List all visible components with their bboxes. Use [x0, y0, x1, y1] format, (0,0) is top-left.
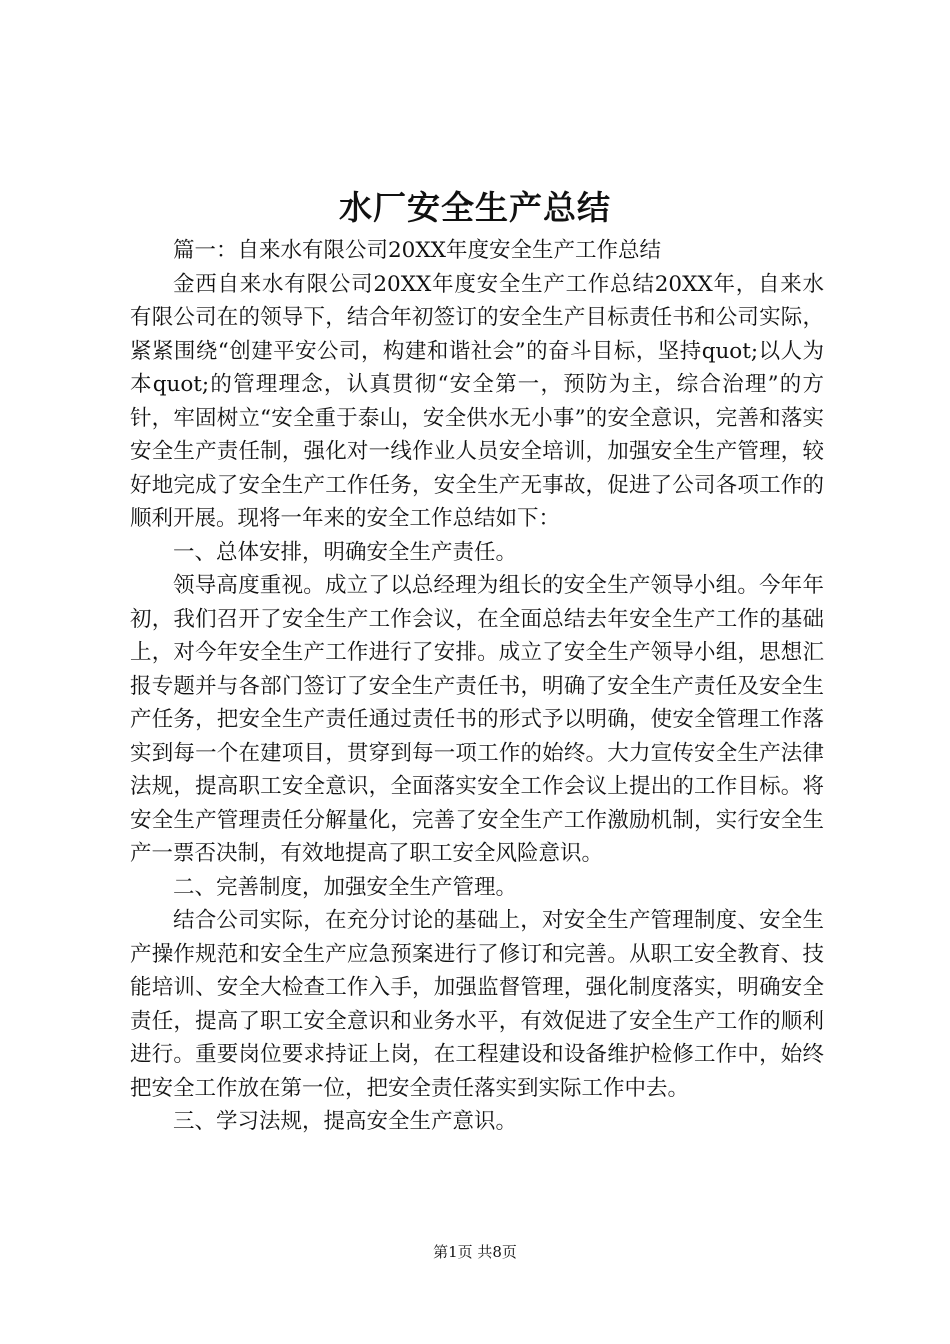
paragraph-subtitle: 篇一：自来水有限公司20XX年度安全生产工作总结 — [173, 238, 661, 263]
section-heading-1: 一、总体安排，明确安全生产责任。 — [173, 539, 518, 565]
section-heading-3: 三、学习法规，提高安全生产意识。 — [173, 1109, 518, 1134]
paragraph-section-2: 结合公司实际，在充分讨论的基础上，对安全生产管理制度、安全生产操作规范和安全生产应急预案进行了修订和完善。从职工安全教育、技能培训、安全大检查工作入手，加强监督管理，强化制度落实，明确安全责任，提高了职工安全意识和业务水平，有效促进了安全生产工作的顺利进行。重要岗位要求持证上岗，在工程建设和设备维护检修工作中，始终把安全工作放在第一位，把安全责任落实到实际工作中去。 — [130, 908, 824, 1101]
page-number-footer: 第1页 共8页 — [433, 1243, 517, 1261]
paragraph-intro: 金西自来水有限公司20XX年度安全生产工作总结20XX年，自来水有限公司在的领导下，结合年初签订的安全生产目标责任书和公司实际，紧紧围绕“创建平安公司，构建和谐社会”的奋斗目标，坚持quot;以人为本quot;的管理理念，认真贯彻“安全第一，预防为主，综合治理”的方针，牢固树立“安全重于泰山，安全供水无小事”的安全意识，完善和落实安全生产责任制，强化对一线作业人员安全培训，加强安全生产管理，较好地完成了安全生产工作任务，安全生产无事故，促进了公司各项工作的顺利开展。现将一年来的安全工作总结如下： — [130, 271, 824, 531]
document-body — [130, 234, 824, 1139]
paragraph-section-1: 领导高度重视。成立了以总经理为组长的安全生产领导小组。今年年初，我们召开了安全生产工作会议，在全面总结去年安全生产工作的基础上，对今年安全生产工作进行了安排。成立了安全生产领导小组，思想汇报专题并与各部门签订了安全生产责任书，明确了安全生产责任及安全生产任务，把安全生产责任通过责任书的形式予以明确，使安全管理工作落实到每一个在建项目，贯穿到每一项工作的始终。大力宣传安全生产法律法规，提高职工安全意识，全面落实安全工作会议上提出的工作目标。将安全生产管理责任分解量化，完善了安全生产工作激励机制，实行安全生产一票否决制，有效地提高了职工安全风险意识。 — [130, 573, 824, 866]
section-heading-2: 二、完善制度，加强安全生产管理。 — [173, 874, 518, 900]
document-title: 水厂安全生产总结 — [339, 188, 611, 227]
